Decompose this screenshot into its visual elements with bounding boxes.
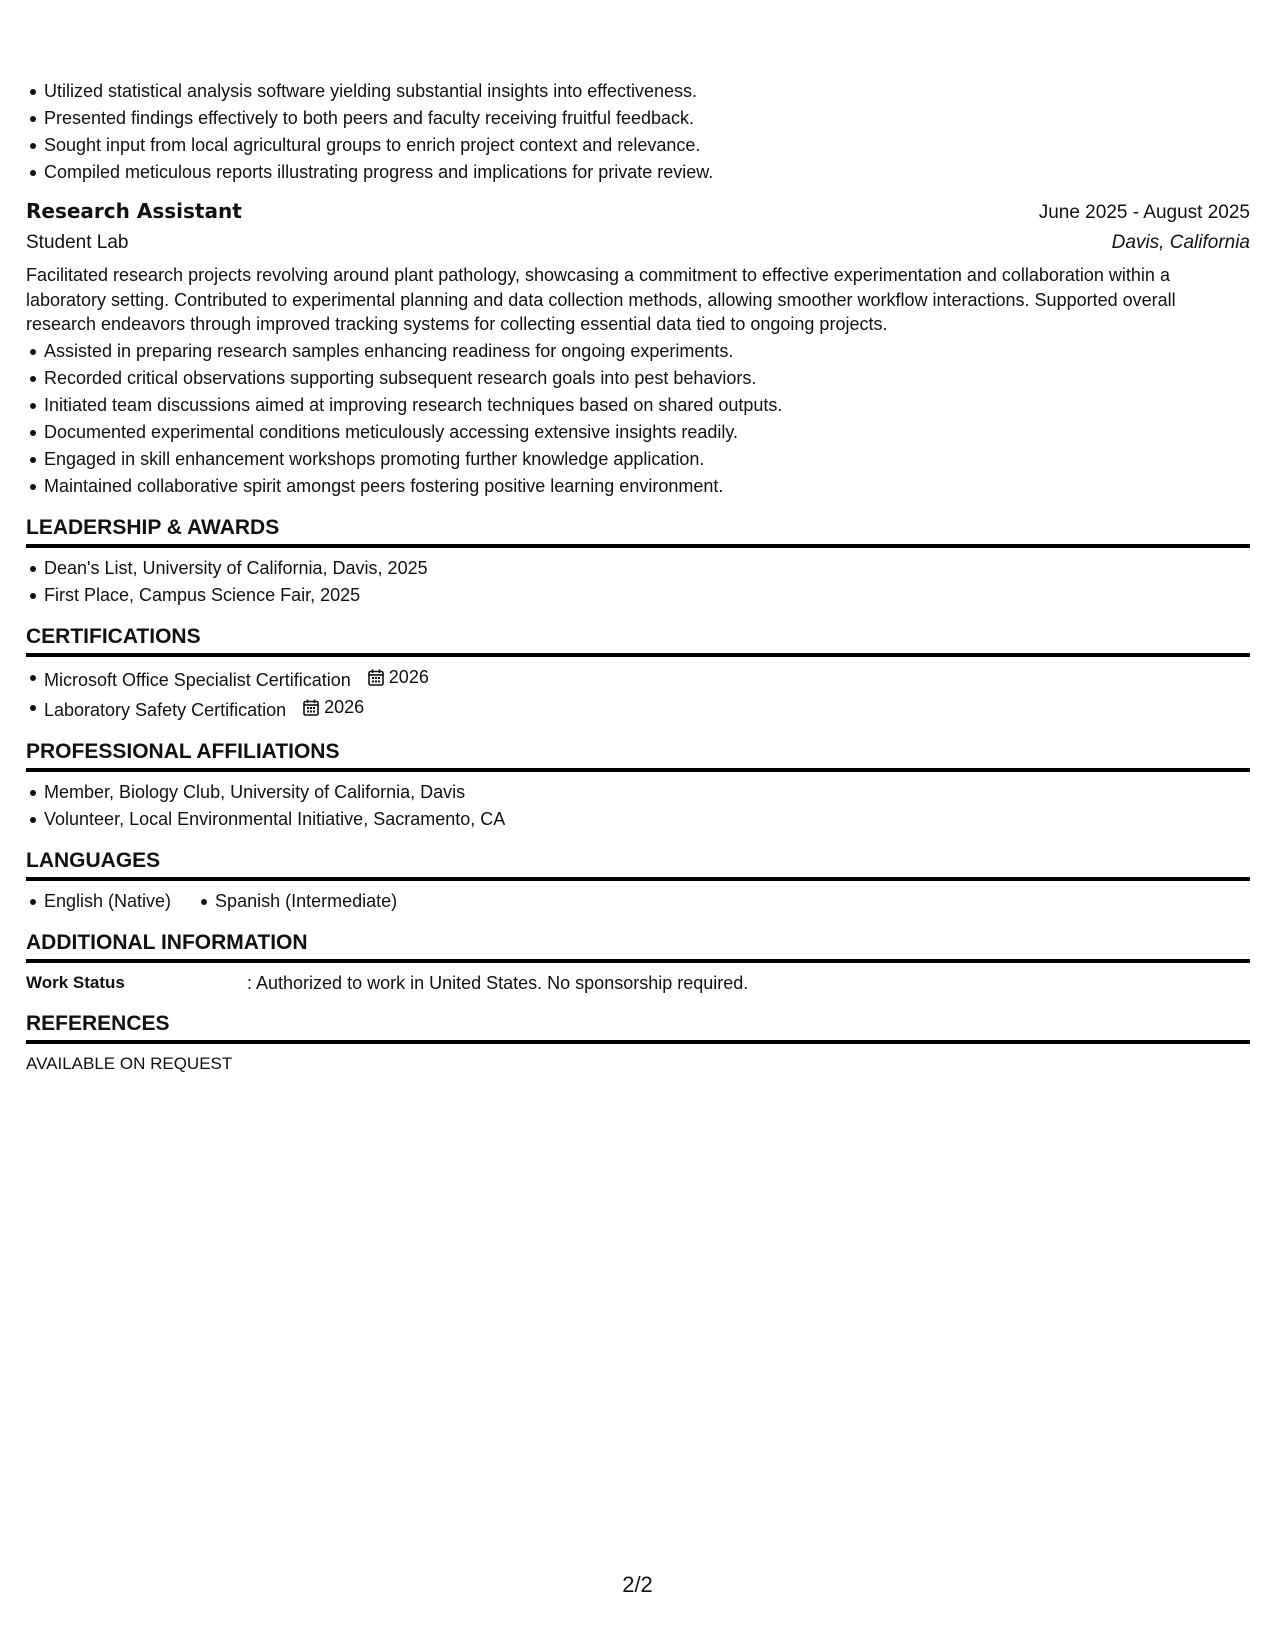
- list-item: Recorded critical observations supporting subsequent research goals into pest behaviors.: [44, 365, 1250, 392]
- calendar-icon: [303, 699, 319, 716]
- certification-year: 2026: [388, 666, 429, 687]
- job-bullets: [26, 338, 1250, 500]
- work-status-row: [26, 970, 1250, 996]
- certifications-list: [26, 664, 1250, 724]
- section-title-references: REFERENCES: [26, 1010, 1250, 1044]
- list-item: Presented findings effectively to both peers and faculty receiving fruitful feedback.: [44, 105, 1250, 132]
- references-text: AVAILABLE ON REQUEST: [26, 1053, 233, 1073]
- list-item: [44, 664, 1250, 694]
- list-item: Documented experimental conditions meticulously accessing extensive insights readily.: [44, 419, 1250, 446]
- list-item: Compiled meticulous reports illustrating progress and implications for private review.: [44, 159, 1250, 186]
- leadership-list: [26, 555, 1250, 609]
- list-item: Member, Biology Club, University of California, Davis: [44, 779, 1250, 806]
- list-item: Dean's List, University of California, Davis, 2025: [44, 555, 1250, 582]
- job-header: [26, 196, 1250, 228]
- list-item: [44, 694, 1250, 724]
- certification-date: [368, 664, 429, 691]
- list-item: Sought input from local agricultural groups to enrich project context and relevance.: [44, 132, 1250, 159]
- certification-name: Microsoft Office Specialist Certification: [44, 669, 351, 690]
- job-dates: June 2025 - August 2025: [1038, 202, 1250, 223]
- list-item: Utilized statistical analysis software yielding substantial insights into effectiveness.: [44, 78, 1250, 105]
- list-item: Maintained collaborative spirit amongst peers fostering positive learning environment.: [44, 473, 1250, 500]
- job-location: Davis, California: [1111, 232, 1250, 253]
- certification-name: Laboratory Safety Certification: [44, 699, 287, 720]
- work-status-label: Work Status: [26, 972, 125, 992]
- job-entry: [26, 196, 1250, 500]
- resume-page: [26, 78, 1250, 1077]
- list-item: Volunteer, Local Environmental Initiative, Sacramento, CA: [44, 806, 1250, 833]
- list-item: Engaged in skill enhancement workshops promoting further knowledge application.: [44, 446, 1250, 473]
- list-item: Initiated team discussions aimed at improving research techniques based on shared outputs.: [44, 392, 1250, 419]
- language-item: Spanish (Intermediate): [215, 888, 397, 915]
- languages-list: [26, 888, 1250, 915]
- list-item: Assisted in preparing research samples enhancing readiness for ongoing experiments.: [44, 338, 1250, 365]
- job-title: Research Assistant: [26, 199, 242, 223]
- job-subheader: [26, 228, 1250, 258]
- list-item: First Place, Campus Science Fair, 2025: [44, 582, 1250, 609]
- job-summary: Facilitated research projects revolving around plant pathology, showcasing a commitment to effective experimentation and collaboration within a laboratory setting. Contributed to experimental planning and data collection methods, allowing smoother workflow interactions. Supported overall research endeavors through improved tracking systems for collecting essential data tied to ongoing projects.: [26, 265, 1176, 334]
- language-item: English (Native): [44, 888, 171, 915]
- section-title-leadership: LEADERSHIP & AWARDS: [26, 514, 1250, 548]
- section-title-additional: ADDITIONAL INFORMATION: [26, 929, 1250, 963]
- section-title-certifications: CERTIFICATIONS: [26, 623, 1250, 657]
- previous-job-bullets: [26, 78, 1250, 186]
- job-organization: Student Lab: [26, 232, 129, 253]
- certification-year: 2026: [324, 696, 365, 717]
- page-number: 2/2: [622, 1572, 653, 1597]
- affiliations-list: [26, 779, 1250, 833]
- calendar-icon: [368, 669, 384, 686]
- certification-date: [303, 694, 364, 721]
- work-status-value: : Authorized to work in United States. No sponsorship required.: [247, 972, 749, 993]
- section-title-affiliations: PROFESSIONAL AFFILIATIONS: [26, 738, 1250, 772]
- section-title-languages: LANGUAGES: [26, 847, 1250, 881]
